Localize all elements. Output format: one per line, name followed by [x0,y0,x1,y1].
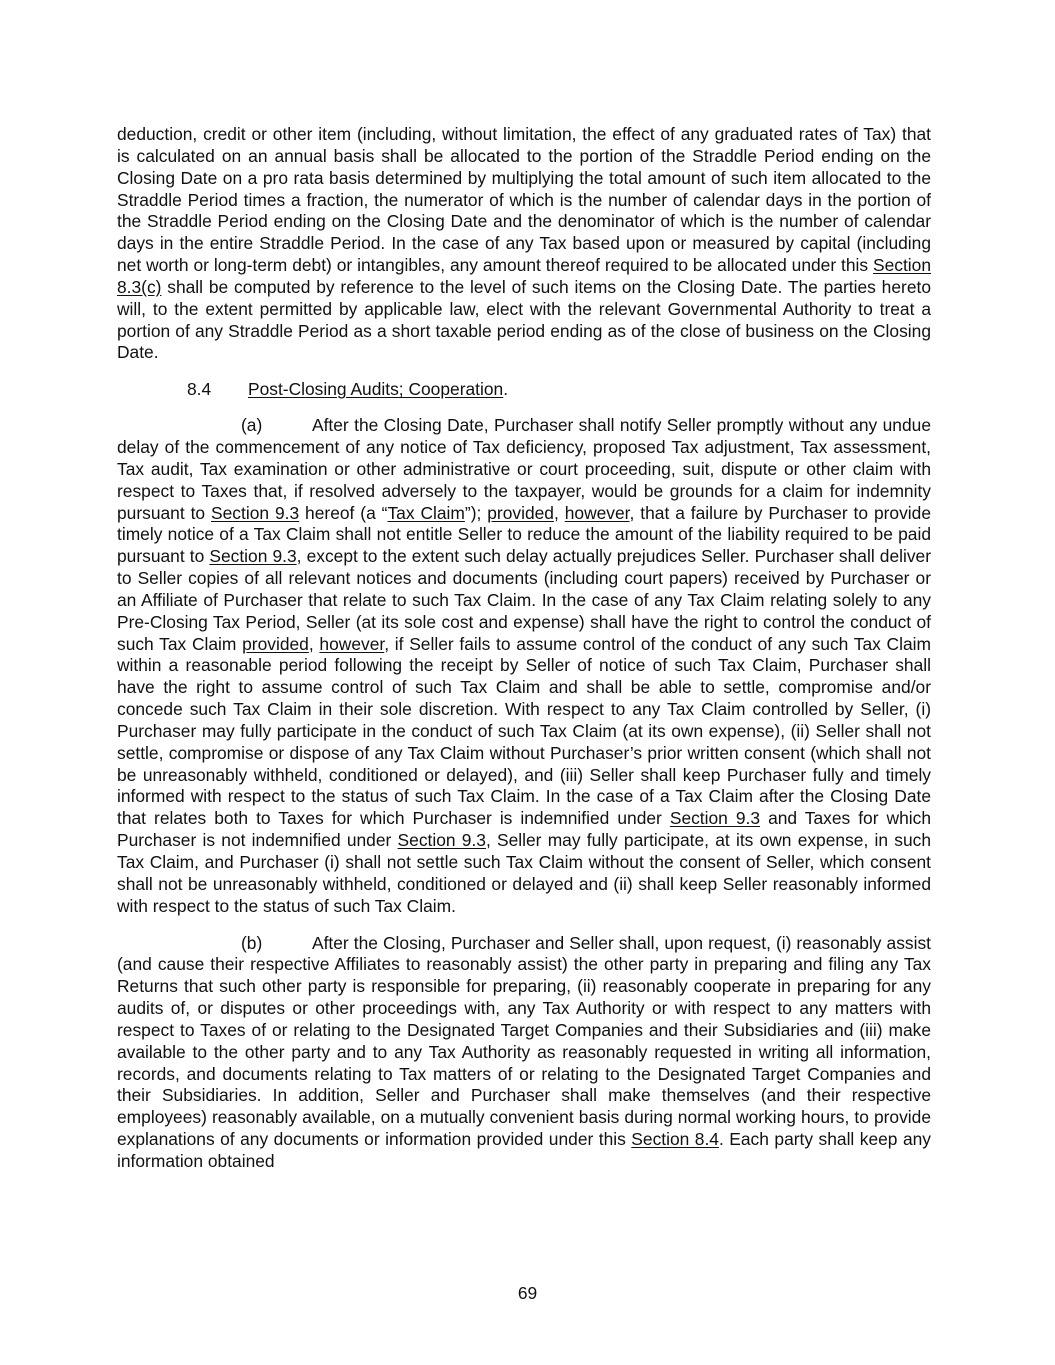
body-text: . Each party shall keep any information obtained [117,1129,931,1171]
section-title-period: . [503,379,509,400]
body-text: After the Closing, Purchaser and Seller shall, upon request, (i) reasonably assist (and cause their respective Affiliates to reasonably assist) the other party in preparing and filing any Tax Returns that such other party is responsible for preparing, (ii) reasonably cooperate in preparing for any audits of, or disputes or other proceedings with, any Tax Authority or with respect to any matters with respect to Taxes of or relating to the Designated Target Companies and their Subsidiaries and (iii) make available to the other party and to any Tax Authority as reasonably requested in writing all information, records, and documents relating to Tax matters of or relating to the Designated Target Companies and their Subsidiaries. In addition, Seller and Purchaser shall make themselves (and their respective employees) reasonably available, on a mutually convenient basis during normal working hours, to provide explanations of any documents or information provided under this [117,932,931,1150]
subsection-b-label: (b) [241,932,263,953]
body-text: , [553,502,565,523]
body-text: and Taxes for which Purchaser is not indemnified under [117,808,931,851]
body-text: After the Closing Date, Purchaser shall notify Seller promptly without any undue delay of the commencement of any notice of Tax deficiency, proposed Tax adjustment, Tax assessment, Tax audit, Tax examination or other administrative or court proceeding, suit, dispute or other claim with respect to Taxes that, if resolved adversely to the taxpayer, would be grounds for a claim for indemnity pursuant to [117,415,931,523]
cross-reference: Section 9.3 [397,830,486,851]
page-number: 69 [517,1283,538,1303]
body-text: hereof (a “ [299,502,388,523]
body-text: , Seller may fully participate, at its own expense, in such Tax Claim, and Purchaser (i) shall not settle such Tax Claim without the consent of Seller, which consent shall not be unreasonably withheld, conditioned or delayed and (ii) shall keep Seller reasonably informed with respect to the status of such Tax Claim. [117,830,931,916]
cross-reference: however [319,633,385,654]
body-text: , if Seller fails to assume control of the conduct of any such Tax Claim within a reasonable period following the receipt by Seller of notice of such Tax Claim, Purchaser shall have the right to assume control of such Tax Claim and shall be able to settle, compromise and/or concede such Tax Claim in their sole discretion. With respect to any Tax Claim controlled by Seller, (i) Purchaser may fully participate in the conduct of such Tax Claim (at its own expense), (ii) Seller shall not settle, compromise or dispose of any Tax Claim without Purchaser’s prior written consent (which shall not be unreasonably withheld, conditioned or delayed), and (iii) Seller shall keep Purchaser fully and timely informed with respect to the status of such Tax Claim. In the case of a Tax Claim after the Closing Date that relates both to Taxes for which Purchaser is indemnified under [117,633,932,829]
paragraph-spacer [117,918,931,933]
body-text: , [308,633,320,654]
cross-reference: provided [487,502,554,523]
section-number: 8.4 [187,379,212,400]
body-text: deduction, credit or other item (including, without limitation, the effect of any graduated rates of Tax) that is calculated on an annual basis shall be allocated to the portion of the Straddle Period ending on the Closing Date on a pro rata basis determined by multiplying the total amount of such item allocated to the Straddle Period times a fraction, the numerator of which is the number of calendar days in the portion of the Straddle Period ending on the Closing Date and the denominator of which is the number of calendar days in the entire Straddle Period. In the case of any Tax based upon or measured by capital (including net worth or long-term debt) or intangibles, any amount thereof required to be allocated under this [117,124,931,276]
subsection-a-text [117,415,931,916]
cross-reference: Section 9.3 [669,808,761,829]
body-text: , that a failure by Purchaser to provide timely notice of a Tax Claim shall not entitle Seller to reduce the amount of the liability required to be paid pursuant to [117,502,932,567]
cross-reference: Section 9.3 [211,502,300,523]
cross-reference: Section 8.4 [631,1129,719,1150]
cross-reference: Section 9.3 [209,546,297,567]
section-title: Post-Closing Audits; Cooperation [248,379,504,400]
subsection-b [117,933,931,1173]
cross-reference: Tax Claim [387,502,465,523]
subsection-a [117,415,931,917]
cross-reference: Section 8.3(c) [117,255,931,297]
body-text: shall be computed by reference to the level of such items on the Closing Date. The parties hereto will, to the extent permitted by applicable law, elect with the relevant Governmental Authority to treat a portion of any Straddle Period as a short taxable period ending as of the close of business on the Closing Date. [117,276,931,363]
paragraph-straddle-allocation [117,124,931,364]
body-text: ”); [464,502,488,523]
document-page [117,124,931,1173]
section-heading-8-4 [187,379,931,401]
cross-reference: provided [242,633,309,654]
cross-reference: however [564,502,630,523]
subsection-a-label: (a) [241,415,263,436]
body-text: , except to the extent such delay actually prejudices Seller. Purchaser shall deliver to Seller copies of all relevant notices and documents (including court papers) received by Purchaser or an Affiliate of Purchaser that relate to such Tax Claim. In the case of any Tax Claim relating solely to any Pre-Closing Tax Period, Seller (at its sole cost and expense) shall have the right to control the conduct of such Tax Claim [117,546,932,654]
subsection-b-text [117,933,931,1171]
